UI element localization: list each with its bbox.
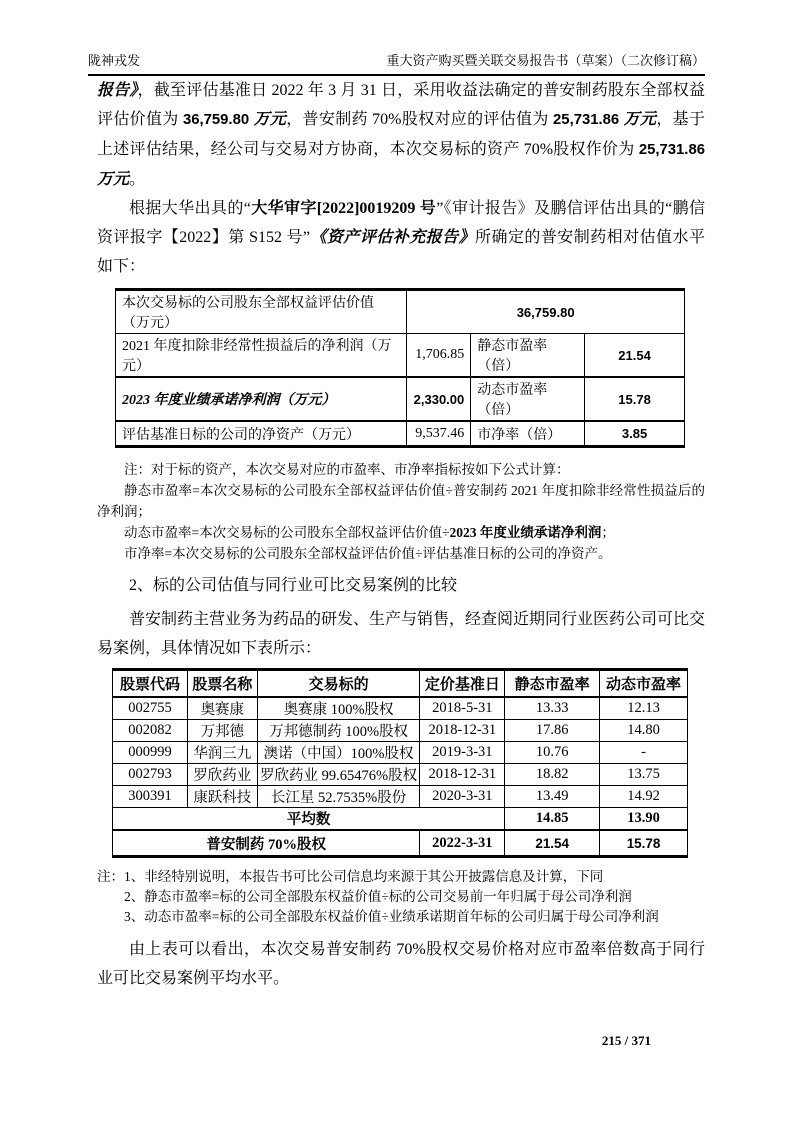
table-row [113,720,688,742]
cell-dynamic-pe: 14.80 [600,720,688,742]
column-header-static-pe: 静态市盈率 [505,670,600,698]
note-line: 静态市盈率=本次交易标的公司股东全部权益评估价值÷普安制药 2021 年度扣除非经常性损益后的净利润； [97,483,705,519]
text-segment: 根据大华出具的“ [129,200,251,217]
note-line: 市净率=本次交易标的公司股东全部权益评估价值÷评估基准日标的公司的净资产。 [124,546,612,561]
text-segment: 大华审字[2022]0019209 号 [250,200,437,217]
cell-pricing-date: 2020-3-31 [420,786,505,808]
table-cell-ratio-value: 3.85 [585,421,685,447]
column-header-pricing-date: 定价基准日 [420,670,505,698]
cell-stock-code: 002755 [113,697,188,720]
cell-target: 澳诺（中国）100%股权 [257,742,420,764]
table-row [116,334,685,378]
table-cell-value: 2,330.00 [407,377,471,421]
column-header-target: 交易标的 [257,670,420,698]
table-row [113,697,688,720]
cell-target: 罗欣药业 99.65476%股权 [257,764,420,786]
note-line: 2、静态市盈率=标的公司全部股东权益价值÷标的公司交易前一年归属于母公司净利润 [124,889,632,904]
cell-average-dynamic-pe: 13.90 [600,808,688,831]
cell-stock-name: 奥赛康 [187,697,257,720]
cell-target-static-pe: 21.54 [505,830,600,857]
text-segment: ，基于上述评估结果，经公司与交易对方协商，本次交易标的资产 70%股权作价为 [97,111,705,158]
text-segment: 万元 [97,171,130,188]
table-cell-value: 9,537.46 [407,421,471,447]
cell-average-static-pe: 14.85 [505,808,600,831]
table-cell-label: 本次交易标的公司股东全部权益评估价值（万元） [116,290,407,334]
comparable-transactions-table [112,668,688,858]
cell-target-label: 普安制药 70%股权 [113,830,420,857]
page-header [88,50,705,76]
table-row [113,764,688,786]
paragraph-report-sources [97,194,705,281]
cell-stock-name: 万邦德 [187,720,257,742]
cell-dynamic-pe: 14.92 [600,786,688,808]
table-row [116,290,685,334]
valuation-metrics-table [115,288,685,448]
table-cell-label: 评估基准日标的公司的净资产（万元） [116,421,407,447]
cell-stock-code: 002082 [113,720,188,742]
section-heading: 2、标的公司估值与同行业可比交易案例的比较 [129,577,458,594]
table-cell-label: 2023 年度业绩承诺净利润（万元） [116,377,407,421]
table-average-row [113,808,688,831]
text-segment: 25,731.86 [638,142,705,158]
table-row [113,786,688,808]
table-cell-ratio-label: 市净率（倍） [471,421,585,447]
cell-stock-name: 华润三九 [187,742,257,764]
text-segment: ”《审计报告》及鹏信评估出具的“鹏信资评报字【2022】第 S152 号” [97,200,705,246]
table-cell-ratio-label: 动态市盈率（倍） [471,377,585,421]
paragraph-comparables-intro: 普安制药主营业务为药品的研发、生产与销售，经查阅近期同行业医药公司可比交易案例，具体情况如下表所示： [97,611,706,657]
cell-stock-code: 002793 [113,764,188,786]
column-header-dynamic-pe: 动态市盈率 [600,670,688,698]
cell-static-pe: 18.82 [505,764,600,786]
text-segment: 25,731.86 [553,112,624,128]
cell-static-pe: 17.86 [505,720,600,742]
text-segment: 万元 [623,111,657,128]
cell-pricing-date: 2018-5-31 [420,697,505,720]
table-header-row [113,670,688,698]
cell-target: 奥赛康 100%股权 [257,697,420,720]
text-segment: 动态市盈率=本次交易标的公司股东全部权益评估价值÷ [124,525,450,540]
cell-stock-name: 罗欣药业 [187,764,257,786]
cell-dynamic-pe: 13.75 [600,764,688,786]
text-segment: ，截至评估基准日 2022 年 3 月 31 日，采用收益法确定的普安制药股东全部权益评估价值为 [97,82,705,128]
table-target-row [113,830,688,857]
text-segment: 报告》 [97,82,138,99]
table-row [116,421,685,447]
note-line [97,522,705,543]
header-company-name: 陇神戎发 [88,53,141,68]
cell-stock-code: 000999 [113,742,188,764]
text-segment: ； [601,525,615,540]
text-segment: 所确定的普安制药相对估值水平如下： [97,229,705,275]
text-segment: ，普安制药 70%股权对应的评估值为 [286,111,554,128]
cell-dynamic-pe: 12.13 [600,697,688,720]
cell-average-label: 平均数 [113,808,505,831]
cell-dynamic-pe: - [600,742,688,764]
text-segment: 《资产评估补充报告》 [310,229,476,246]
table-cell-ratio-value: 21.54 [585,334,685,378]
cell-static-pe: 13.33 [505,697,600,720]
cell-pricing-date: 2019-3-31 [420,742,505,764]
cell-target: 万邦德制药 100%股权 [257,720,420,742]
cell-target-dynamic-pe: 15.78 [600,830,688,857]
table-cell-ratio-value: 15.78 [585,377,685,421]
paragraph-conclusion: 由上表可以看出，本次交易普安制药 70%股权交易价格对应市盈率倍数高于同行业可比交易案例平均水平。 [97,941,705,987]
text-segment: 36,759.80 [182,112,254,128]
cell-stock-name: 康跃科技 [187,786,257,808]
note-line: 注：对于标的资产，本次交易对应的市盈率、市净率指标按如下公式计算： [124,462,570,477]
cell-static-pe: 10.76 [505,742,600,764]
table-cell-ratio-label: 静态市盈率（倍） [471,334,585,378]
cell-target: 长江星 52.7535%股份 [257,786,420,808]
cell-stock-code: 300391 [113,786,188,808]
table-cell-value: 36,759.80 [407,290,685,334]
header-doc-title: 重大资产购买暨关联交易报告书（草案）（二次修订稿） [386,53,705,68]
cell-pricing-date: 2018-12-31 [420,764,505,786]
table-cell-label: 2021 年度扣除非经常性损益后的净利润（万元） [116,334,407,378]
table-row [113,742,688,764]
column-header-stock-code: 股票代码 [113,670,188,698]
cell-target-date: 2022-3-31 [420,830,505,857]
text-segment: 。 [129,171,146,188]
note-line: 注：1、非经特别说明，本报告书可比公司信息均来源于其公开披露信息及计算，下同 [97,869,604,884]
table-row [116,377,685,421]
text-segment: 2023 年度业绩承诺净利润 [449,525,602,540]
page-number: 215 / 371 [601,1033,651,1048]
cell-pricing-date: 2018-12-31 [420,720,505,742]
paragraph-valuation-summary [97,76,705,194]
cell-static-pe: 13.49 [505,786,600,808]
table-cell-value: 1,706.85 [407,334,471,378]
column-header-stock-name: 股票名称 [187,670,257,698]
note-line: 3、动态市盈率=标的公司全部股东权益价值÷业绩承诺期首年标的公司归属于母公司净利润 [124,909,659,924]
text-segment: 万元 [253,111,287,128]
